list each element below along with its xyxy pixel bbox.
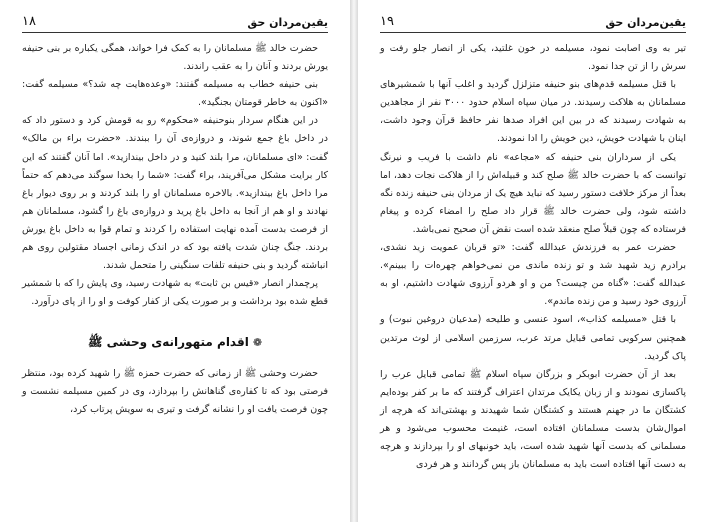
paragraph: با قتل مسیلمه قدم‌های بنو حنیفه متزلزل گردید و اغلب آنها با شمشیرهای مسلمانان به هلاکت رسیدند. در میان سپاه اسلام حدود ۳۰۰۰ نفر از مجاهدین به شهادت رسیدند که در بین این افراد صدها نفر حافظ قرآن وجود داشت، اینان با شهادت خویش، دین خویش را ادا نمودند.: [380, 79, 687, 145]
paragraph: تیر به وی اصابت نمود، مسیلمه در خون غلتید، یکی از انصار جلو رفت و سرش را از تن جدا نمود.: [380, 43, 686, 73]
section-heading-text: اقدام متهورانه‌ی وحشی ﷺ: [87, 335, 249, 350]
page-header: [22, 8, 328, 33]
paragraph: بنی حنیفه خطاب به مسیلمه گفتند: «وعده‌هایت چه شد؟» مسیلمه گفت: «اکنون به خاطر قومتان بجنگید».: [22, 79, 328, 109]
paragraph: با قتل «مسیلمه کذاب»، اسود عنسی و طلیحه (مدعیان دروغین نبوت) و همچنین سرکوبی تمامی قبایل مرتد عرب، سرزمین اسلامی از لوث مرتدین پاک گردید.: [380, 314, 686, 362]
page-number: ۱۸: [22, 14, 36, 29]
book-gutter: [350, 0, 358, 522]
page-body: [22, 40, 328, 419]
page-number: ۱۹: [380, 14, 394, 29]
page-body: [380, 40, 686, 474]
heading-bullet-icon: ❁: [252, 336, 263, 350]
paragraph: در این هنگام سردار بنوحنیفه «محکوم» رو به قومش کرد و دستور داد که در داخل باغ جمع شوند، و دروازه‌ی آن را ببندند. «حضرت براء بن مالک» گفت: «ای مسلمانان، مرا بلند کنید و در داخل بیندازید». اما آنان گفتند که این کار برایت مشکل می‌آفریند، براء گفت: «شما را بخدا سوگند می‌دهم که حتماً مرا داخل باغ بیندازید». بالاخره مسلمانان او را بلند کردند و بر روی دیوار باغ نهادند و او هم از آنجا به داخل باغ پرید و دروازه‌ی باغ را گشود، مسلمانان هم از فرصت بدست آمده نهایت استفاده را کردند و تمام قوا به داخل باغ یورش بردند. جنگ چنان شدت یافته بود که در اندک زمانی اجساد مقتولین روی هم انباشته گردید و بنی حنیفه تلفات سنگینی را متحمل شدند.: [22, 115, 328, 272]
paragraph: بعد از آن حضرت ابوبکر و بزرگان سپاه اسلام ﷺ تمامی قبایل عرب را پاکسازی نمودند و از زبان یکایک مرتدان اعتراف گرفتند که ما بر کفر بوده‌ایم کشتگان ما در جهنم هستند و کشتگان شما شهیدند و بهشتی‌اند که هرچه از اموال‌شان بدست مسلمانان افتاده است، غنیمت محسوب می‌شود و هر مسلمانی که بدست آنها شهید شده است، باید خونبهای او را بپردازند و هرچه به دست آنها افتاده است باید به مسلمانان باز پس گردانند و هر فردی: [380, 368, 686, 471]
paragraph: حضرت عمر به فرزندش عبدالله گفت: «تو قربان عمویت زید نشدی، برادرم زید شهید شد و تو زنده ماندی من نمی‌خواهم چهره‌ات را ببینم». عبدالله گفت: «گناه من چیست؟ من و او هردو آرزوی شهادت داشتیم، او به آرزوی خود رسید و من زنده ماندم».: [380, 242, 686, 308]
page-18: [0, 0, 350, 522]
paragraph: یکی از سرداران بنی حنیفه که «مجاعه» نام داشت با فریب و نیرنگ توانست که با حضرت خالد ﷺ صلح کند و قبیله‌اش را از هلاکت نجات دهد، اما بعداً از مرکز خلافت دستور رسید که نباید هیچ یک از مردان بنی حنیفه زنده نگه داشته شود، ولی حضرت خالد ﷺ قرار داد صلح را امضاء کرده و پیغام فرستاده که چون قبلاً صلح منعقد شده است نقض آن صحیح نمی‌باشد.: [380, 151, 686, 235]
section-heading: [22, 333, 328, 352]
book-title: یقین‌مردان حق: [247, 16, 328, 29]
paragraph: پرچمدار انصار «قیس بن ثابت» به شهادت رسید، وی پایش را که با شمشیر قطع شده بود برداشت و بر صورت یکی از کفار کوفت و او را از پای درآورد.: [22, 278, 328, 308]
paragraph: حضرت خالد ﷺ مسلمانان را به کمک فرا خواند، همگی یکباره بر بنی حنیفه یورش بردند و آنان را به عقب راندند.: [22, 43, 328, 73]
page-header: [380, 8, 686, 33]
book-title: یقین‌مردان حق: [605, 16, 686, 29]
page-19: [358, 0, 708, 522]
paragraph: حضرت وحشی ﷺ از زمانی که حضرت حمزه ﷺ را شهید کرده بود، منتظر فرصتی بود که تا کفاره‌ی گناهانش را بپردازد، وی در کمین مسیلمه نشست و چون فرصت یافت او را نشانه گرفت و تیری به سویش پرتاب کرد،: [22, 367, 328, 415]
